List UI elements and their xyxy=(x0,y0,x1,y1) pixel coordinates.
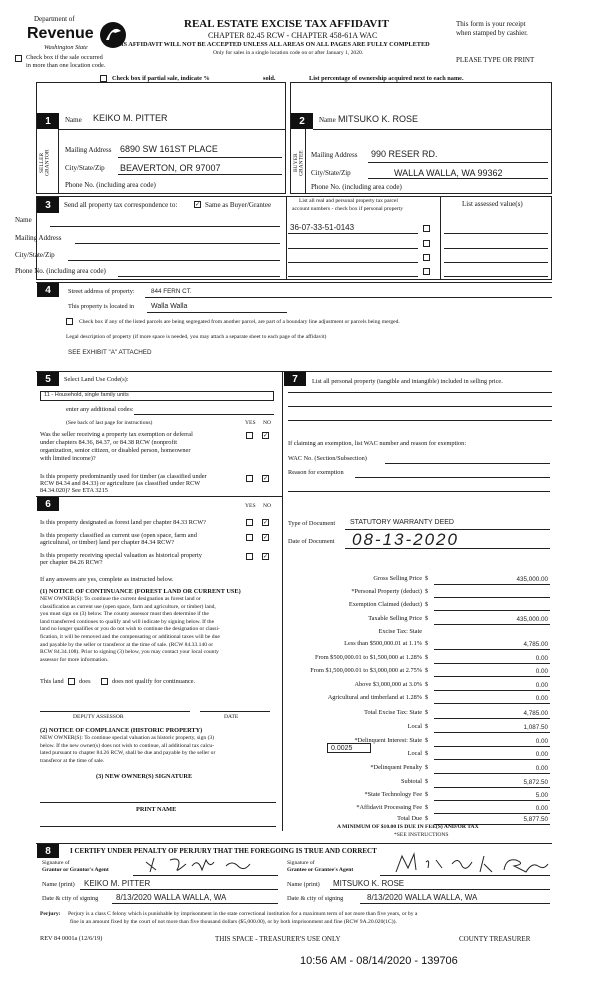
calc-row-dollar: $ xyxy=(425,667,429,674)
s5-yes-label: YES xyxy=(245,420,256,426)
deputy-assessor-label: DEPUTY ASSESSOR xyxy=(73,714,124,720)
does-label: does xyxy=(79,678,91,685)
s6-q3-line2: per chapter 84.26 RCW? xyxy=(40,559,103,566)
land-does-checkbox[interactable] xyxy=(68,678,75,685)
partial-sale-checkbox[interactable] xyxy=(100,75,107,82)
section-2-badge: 2 xyxy=(291,113,313,129)
street-address-label: Street address of property: xyxy=(68,288,135,295)
buyer-grantee-side-label: BUYER GRANTEE xyxy=(293,150,305,176)
s5-q1-line4: with limited income)? xyxy=(40,455,96,462)
calc-row-label: Excise Tax: State xyxy=(378,628,422,635)
s6-no-label: NO xyxy=(263,503,272,509)
same-as-buyer-checkbox[interactable]: ✓ xyxy=(195,201,201,208)
segregated-parcel-checkbox[interactable] xyxy=(66,318,73,325)
calc-row-dollar: $ xyxy=(425,815,429,822)
calc-row-label: *Affidavit Processing Fee xyxy=(356,804,422,811)
notice-line: assessor for more information. xyxy=(40,656,109,663)
multi-location-checkbox[interactable] xyxy=(15,55,22,62)
perjury-text-1: Perjury is a class C felony which is punishable by imprisonment in the state correctional institution for a maximum term of not more than five years, or by a xyxy=(68,911,418,917)
calc-row-label: *Delinquent Interest: State xyxy=(354,737,422,744)
grantee-signature-image xyxy=(392,852,552,876)
calc-row-label: From $500,000.01 to $1,500,000 at 1.28% xyxy=(314,654,422,661)
s2-name-label: Name xyxy=(319,116,336,124)
s6-q1-no-checkbox[interactable]: ✓ xyxy=(263,519,269,526)
exemption-label: If claiming an exemption, list WAC number and reason for exemption: xyxy=(288,440,467,447)
grantor-name-print[interactable]: KEIKO M. PITTER xyxy=(84,879,151,888)
calc-row-value[interactable]: 0.00 xyxy=(535,738,548,745)
notice-line: RCW 84.34.108). Prior to signing (3) below, you may contact your local county xyxy=(40,649,219,656)
section-1-box xyxy=(36,82,286,194)
parcel-header-2: account numbers - check box if personal property xyxy=(292,206,404,212)
calc-row-value[interactable]: 435,000.00 xyxy=(516,616,548,623)
s1-name-label: Name xyxy=(65,116,82,124)
s3-phone-label: Phone No. (including area code) xyxy=(15,267,106,275)
section-6-badge: 6 xyxy=(37,497,59,511)
if-yes-label: If any answers are yes, complete as instructed below. xyxy=(40,576,174,583)
s6-yes-label: YES xyxy=(245,503,256,509)
calc-row-value[interactable]: 0.00 xyxy=(535,751,548,758)
calc-row-dollar: $ xyxy=(425,681,429,688)
county-treasurer-label: COUNTY TREASURER xyxy=(459,935,531,943)
grantee-name-print[interactable]: MITSUKO K. ROSE xyxy=(333,879,405,888)
only-for-text: Only for sales in a single location code on or after January 1, 2020. xyxy=(213,50,364,56)
s1-csz-label: City/State/Zip xyxy=(65,164,105,172)
form-title: REAL ESTATE EXCISE TAX AFFIDAVIT xyxy=(184,18,389,30)
notice-line: land no longer qualifies or you do not wish to continue the designation or classi- xyxy=(40,626,220,633)
calc-row-label: Agricultural and timberland at 1.28% xyxy=(327,694,422,701)
grantor-mailing-address[interactable]: 6890 SW 161ST PLACE xyxy=(120,144,218,154)
grantee-date-label: Date & city of signing xyxy=(287,895,344,902)
calc-row-value[interactable]: 1,087.50 xyxy=(523,724,548,731)
certify-statement: I CERTIFY UNDER PENALTY OF PERJURY THAT THE FOREGOING IS TRUE AND CORRECT xyxy=(70,847,377,855)
grantor-sig-label-1: Signature of xyxy=(42,860,70,866)
s6-q2-yes-checkbox[interactable] xyxy=(246,534,253,541)
legal-description-value[interactable]: SEE EXHIBIT "A" ATTACHED xyxy=(68,349,152,356)
form-subtitle: CHAPTER 82.45 RCW - CHAPTER 458-61A WAC xyxy=(208,31,378,40)
notice-line: transferor at the time of sale. xyxy=(40,757,105,764)
s5-q2-line2: RCW 84.34 and 84.33) or agriculture (as classified under RCW xyxy=(40,480,201,487)
parcel-header-1: List all real and personal property tax parcel xyxy=(299,198,398,204)
reason-label: Reason for exemption xyxy=(288,469,344,476)
dept-of-label: Department of xyxy=(34,15,75,23)
calc-row-value[interactable]: 0.00 xyxy=(535,765,548,772)
notice-line: NEW OWNER(S): To continue the current designation as forest land or xyxy=(40,596,201,602)
notice-line: classification as current use (open space, farm and agriculture, or timber) land, xyxy=(40,603,216,610)
same-as-buyer-label: Same as Buyer/Grantee xyxy=(205,201,272,209)
s1-mail-label: Mailing Address xyxy=(65,146,112,154)
calc-row-label: Taxable Selling Price xyxy=(368,615,422,622)
calc-row-dollar: $ xyxy=(425,804,429,811)
calc-row-dollar: $ xyxy=(425,588,429,595)
s2-mail-label: Mailing Address xyxy=(311,151,358,159)
grantee-name-print-label: Name (print) xyxy=(287,881,320,888)
ownership-label: List percentage of ownership acquired next to each name. xyxy=(309,75,464,82)
wa-state-label: Washington State xyxy=(44,44,88,51)
multi-location-label-2: in more than one location code. xyxy=(26,62,106,69)
notice-line: land transferred continues to qualify and will indicate by signing below. If the xyxy=(40,618,215,625)
calc-row-dollar: $ xyxy=(425,575,429,582)
s1-phone-label: Phone No. (including area code) xyxy=(65,181,156,189)
calc-row-label: From $1,500,000.01 to $3,000,000 at 2.75% xyxy=(310,667,422,674)
s5-q1-line3: organization, senior citizen, or disabled person, homeowner xyxy=(40,447,191,454)
s6-q3-no-checkbox[interactable]: ✓ xyxy=(263,553,269,560)
grantee-city-state-zip[interactable]: WALLA WALLA, WA 99362 xyxy=(394,168,503,178)
property-location[interactable]: Walla Walla xyxy=(151,303,188,310)
section-1-badge: 1 xyxy=(37,113,59,129)
s6-q2-line1: Is this property classified as current use (open space, farm and xyxy=(40,532,197,539)
assessor-date-label: DATE xyxy=(224,714,239,720)
document-type[interactable]: STATUTORY WARRANTY DEED xyxy=(350,519,454,526)
partial-sale-label: Check box if partial sale, indicate % xyxy=(112,75,210,82)
grantor-date-label: Date & city of signing xyxy=(42,895,99,902)
tax-calculation xyxy=(288,0,552,988)
calc-row-label: Less than $500,000.01 at 1.1% xyxy=(344,640,422,647)
minimum-due-note: A MINIMUM OF $10.00 IS DUE IN FEE(S) AND/OR TAX xyxy=(337,824,479,830)
calc-row-value[interactable]: 435,000.00 xyxy=(516,576,548,583)
s5-q2-no-checkbox[interactable]: ✓ xyxy=(263,475,269,482)
receipt-note-1: This form is your receipt xyxy=(456,20,526,28)
please-type: PLEASE TYPE OR PRINT xyxy=(456,56,535,64)
section-7-badge: 7 xyxy=(284,372,306,386)
s6-q1: Is this property designated as forest land per chapter 84.33 RCW? xyxy=(40,519,206,526)
see-instructions-note: *SEE INSTRUCTIONS xyxy=(394,832,449,838)
calc-row-label: Gross Selling Price xyxy=(373,575,422,582)
calc-row-dollar: $ xyxy=(425,601,429,608)
grantor-city-state-zip[interactable]: BEAVERTON, OR 97007 xyxy=(120,163,221,173)
grantee-sig-label-1: Signature of xyxy=(287,860,315,866)
parcel-number[interactable]: 36-07-33-51-0143 xyxy=(290,223,355,232)
does-not-label: does not qualify for continuance. xyxy=(112,678,196,685)
calc-row-value[interactable]: 5,877.50 xyxy=(523,816,548,823)
calc-row-value[interactable]: 4,785.00 xyxy=(523,641,548,648)
receipt-note-2: when stamped by cashier. xyxy=(456,29,528,37)
calc-row-dollar: $ xyxy=(425,764,429,771)
wac-label: WAC No. (Section/Subsection) xyxy=(288,455,367,462)
notice-line: lated pursuant to chapter 84.26 RCW, shall be due and payable by the seller or xyxy=(40,750,216,757)
calc-row-label: Local xyxy=(407,723,422,730)
calc-row-label: Total Due xyxy=(397,815,422,822)
s2-csz-label: City/State/Zip xyxy=(311,169,351,177)
warning-text: THIS AFFIDAVIT WILL NOT BE ACCEPTED UNLESS ALL AREAS ON ALL PAGES ARE FULLY COMPLETED xyxy=(112,41,430,48)
notice-continuance-title: (1) NOTICE OF CONTINUANCE (FOREST LAND OR CURRENT USE) xyxy=(40,588,241,595)
s6-q1-yes-checkbox[interactable] xyxy=(246,519,253,526)
grantor-date-city[interactable]: 8/13/2020 WALLA WALLA, WA xyxy=(116,893,227,902)
calc-row-dollar: $ xyxy=(425,615,429,622)
calc-row-label: *Personal Property (deduct) xyxy=(351,588,422,595)
grantor-name-print-label: Name (print) xyxy=(42,881,75,888)
grantee-sig-label-2: Grantee or Grantee's Agent xyxy=(287,867,354,873)
calc-row-value[interactable]: 0.00 xyxy=(535,695,548,702)
calc-row-label: Local xyxy=(407,750,422,757)
calc-row-dollar: $ xyxy=(425,640,429,647)
calc-row-label: Subtotal xyxy=(401,778,422,785)
land-use-label: Select Land Use Code(s): xyxy=(64,376,129,383)
calc-row-value[interactable]: 0.00 xyxy=(535,805,548,812)
section-5-badge: 5 xyxy=(37,372,59,386)
property-street-address[interactable]: 844 FERN CT. xyxy=(151,288,192,295)
s5-q2-line3: 84.34.020)? See ETA 3215 xyxy=(40,487,108,494)
s5-no-label: NO xyxy=(263,420,272,426)
calc-row-dollar: $ xyxy=(425,694,429,701)
s6-q2-line2: agricultural, or timber) land per chapter 84.34 RCW? xyxy=(40,539,175,546)
see-back-label: (See back of last page for instructions) xyxy=(66,420,153,426)
doc-type-label: Type of Document xyxy=(288,520,336,527)
s2-phone-label: Phone No. (including area code) xyxy=(311,183,402,191)
section-8-badge: 8 xyxy=(37,844,59,858)
calc-row-label: Exemption Claimed (deduct) xyxy=(348,601,422,608)
document-date[interactable]: 08-13-2020 xyxy=(352,530,459,549)
calc-row-label: Above $3,000,000 at 3.0% xyxy=(354,681,422,688)
form-revision: REV 84 0001a (12/6/19) xyxy=(40,935,103,942)
recording-stamp: 10:56 AM - 08/14/2020 - 139706 xyxy=(300,955,458,967)
s3-name-label: Name xyxy=(15,216,32,224)
calc-row-dollar: $ xyxy=(425,791,429,798)
calc-row-dollar: $ xyxy=(425,750,429,757)
s3-mail-label: Mailing Address xyxy=(15,234,62,242)
legal-description-label: Legal description of property (if more space is needed, you may attach a separate sheet to each page of the affidavit) xyxy=(66,334,327,340)
calc-row-label: *Delinquent Penalty xyxy=(370,764,422,771)
calc-row-value[interactable]: 0.00 xyxy=(535,655,548,662)
s5-q1-line2: under chapters 84.36, 84.37, or 84.38 RCW (nonprofit xyxy=(40,439,177,446)
perjury-text-2: fine in an amount fixed by the court of not more than five thousand dollars ($5,000.00), or by both imprisonment and fine (RCW 9A.20.020(1C)). xyxy=(70,919,397,925)
grantee-date-city[interactable]: 8/13/2020 WALLA WALLA, WA xyxy=(367,893,478,902)
sold-label: sold. xyxy=(263,75,276,82)
perjury-label: Perjury: xyxy=(40,911,61,917)
this-land-label: This land xyxy=(40,678,64,685)
located-in-label: This property is located in xyxy=(68,303,135,310)
notice-line: NEW OWNER(S): To continue special valuation as historic property, sign (3) xyxy=(40,735,215,741)
notice-line: fication, it will be removed and the compensating or additional taxes will be due xyxy=(40,634,220,640)
land-use-value: 11 - Household, single family units xyxy=(44,392,129,398)
doc-date-label: Date of Document xyxy=(288,538,335,545)
calc-row-dollar: $ xyxy=(425,778,429,785)
grantor-signature-image xyxy=(140,854,270,876)
calc-row-value[interactable]: 5.00 xyxy=(535,792,548,799)
calc-row-dollar: $ xyxy=(425,654,429,661)
notice-line: below. If the new owner(s) does not wish to continue, all additional tax calcu- xyxy=(40,742,215,749)
grantee-mailing-address[interactable]: 990 RESER RD. xyxy=(371,149,438,159)
s6-q3-line1: Is this property receiving special valuation as historical property xyxy=(40,552,202,559)
calc-row-label: Total Excise Tax: State xyxy=(364,709,422,716)
revenue-logo-text: Revenue xyxy=(27,25,94,42)
notice-line: you must sign on (3) below. The county assessor must then determine if the xyxy=(40,611,209,618)
grantor-sig-label-2: Grantor or Grantor's Agent xyxy=(42,867,109,873)
assessed-value-header: List assessed value(s) xyxy=(462,200,523,208)
land-does-not-checkbox[interactable] xyxy=(101,678,108,685)
calc-row-dollar: $ xyxy=(425,723,429,730)
segregated-parcel-label: Check box if any of the listed parcels are being segregated from another parcel, are part of a boundary line adjustment or parcels being merged. xyxy=(79,319,400,325)
notice-line: and payable by the seller or transferor at the time of sale. (RCW 84.33.140 or xyxy=(40,641,214,648)
section-4-badge: 4 xyxy=(37,283,59,297)
s5-q1-line1: Was the seller receiving a property tax exemption or deferral xyxy=(40,431,193,438)
s5-q1-yes-checkbox[interactable] xyxy=(246,432,253,439)
additional-codes-label: enter any additional codes: xyxy=(66,406,134,413)
notice-compliance-title: (2) NOTICE OF COMPLIANCE (HISTORIC PROPERTY) xyxy=(40,727,203,734)
s5-q2-line1: Is this property predominantly used for timber (as classified under xyxy=(40,473,207,480)
local-rate[interactable]: 0.0025 xyxy=(331,745,353,752)
grantee-name[interactable]: MITSUKO K. ROSE xyxy=(338,114,419,124)
s3-send-label: Send all property tax correspondence to: xyxy=(64,201,178,209)
s5-q1-no-checkbox[interactable]: ✓ xyxy=(263,432,269,439)
treasurer-use-label: THIS SPACE - TREASURER'S USE ONLY xyxy=(215,935,341,943)
calc-row-value[interactable]: 4,785.00 xyxy=(523,710,548,717)
s6-q2-no-checkbox[interactable]: ✓ xyxy=(263,534,269,541)
section-3-badge: 3 xyxy=(37,197,59,213)
s5-q2-yes-checkbox[interactable] xyxy=(246,475,253,482)
multi-location-label-1: Check box if the sale occurred xyxy=(26,54,103,61)
s3-csz-label: City/State/Zip xyxy=(15,251,55,259)
calc-row-value[interactable]: 0.00 xyxy=(535,682,548,689)
seller-grantor-side-label: SELLER GRANTOR xyxy=(39,149,51,177)
personal-property-list-label: List all personal property (tangible and intangible) included in selling price. xyxy=(312,378,503,385)
calc-row-value[interactable]: 5,872.50 xyxy=(523,779,548,786)
s6-q3-yes-checkbox[interactable] xyxy=(246,553,253,560)
calc-row-dollar: $ xyxy=(425,709,429,716)
new-owner-signature-title: (3) NEW OWNER(S) SIGNATURE xyxy=(96,773,193,780)
calc-row-dollar: $ xyxy=(425,737,429,744)
print-name-label: PRINT NAME xyxy=(136,806,177,813)
grantor-name[interactable]: KEIKO M. PITTER xyxy=(93,113,168,123)
calc-row-value[interactable]: 0.00 xyxy=(535,668,548,675)
calc-row-label: *State Technology Fee xyxy=(364,791,422,798)
